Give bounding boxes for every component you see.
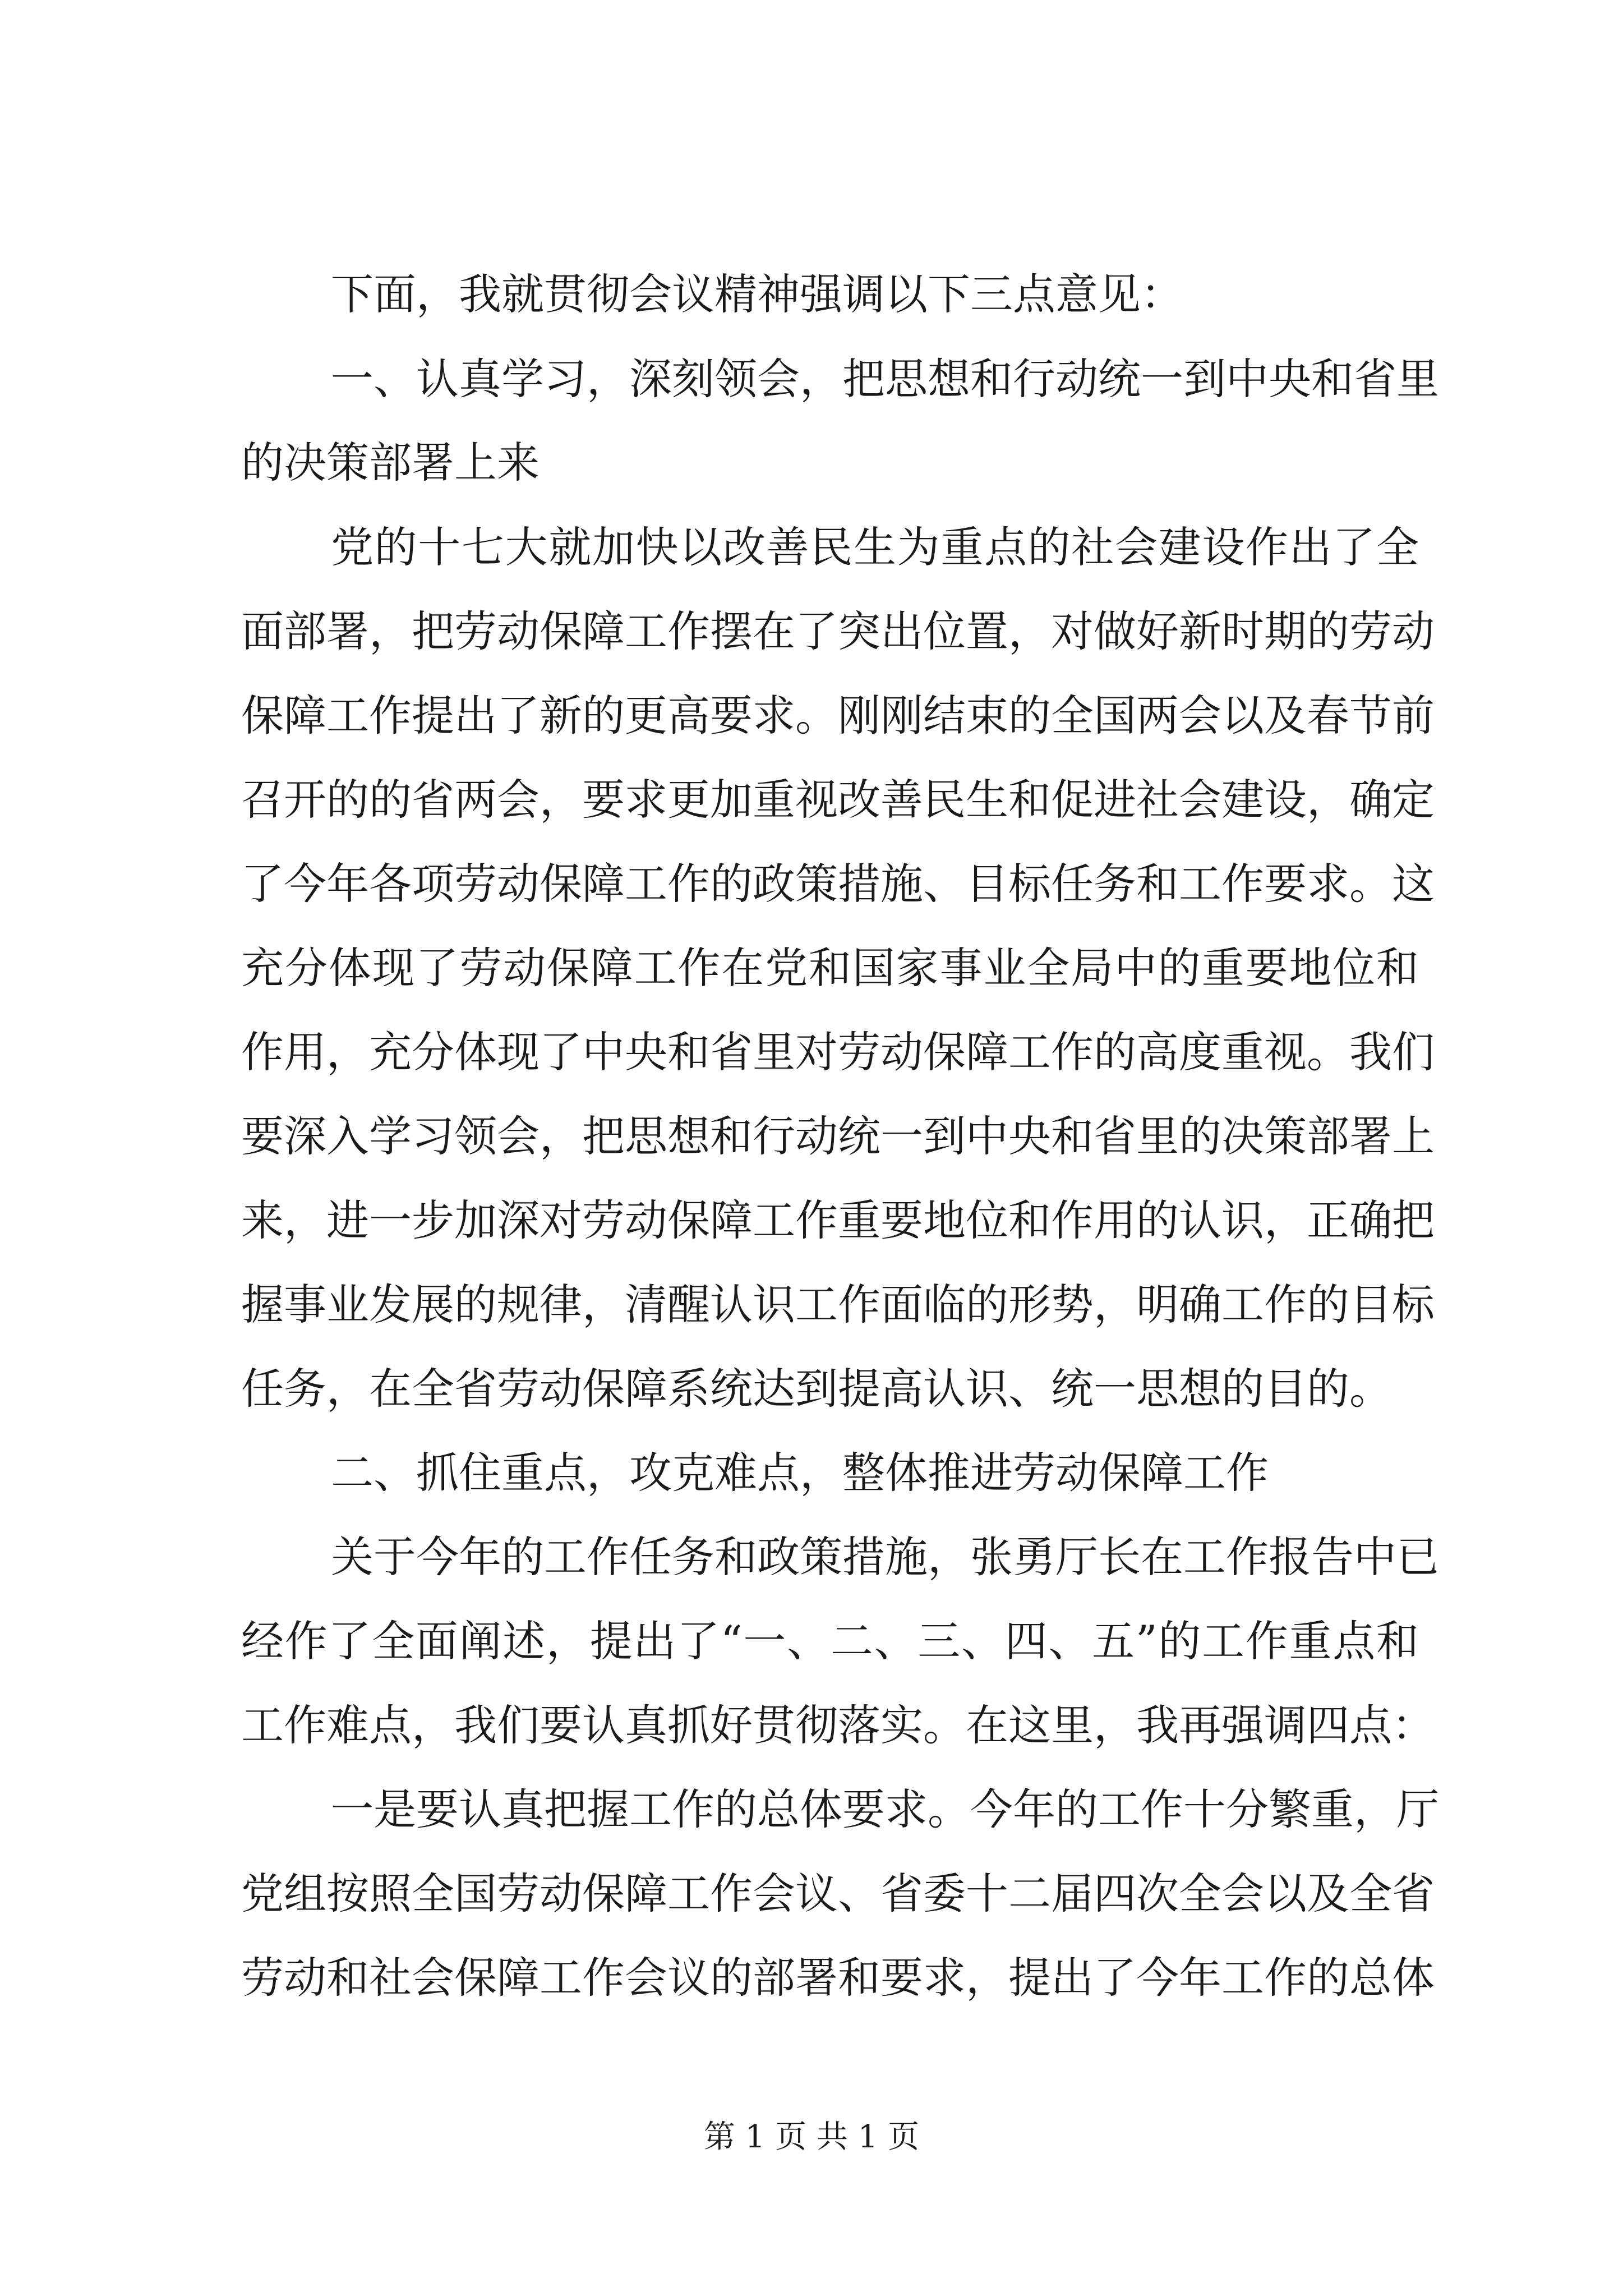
- paragraph-line: 任务，在全省劳动保障系统达到提高认识、统一思想的目的。: [241, 1364, 1392, 1414]
- paragraph-line: 充分体现了劳动保障工作在党和国家事业全局中的重要地位和: [241, 943, 1419, 993]
- paragraph-line: 要深入学习领会，把思想和行动统一到中央和省里的决策部署上: [241, 1111, 1435, 1161]
- heading-line: 一、认真学习，深刻领会，把思想和行动统一到中央和省里: [331, 354, 1439, 404]
- paragraph-line: 关于今年的工作任务和政策措施，张勇厅长在工作报告中已: [331, 1532, 1439, 1582]
- paragraph-line: 作用，充分体现了中央和省里对劳动保障工作的高度重视。我们: [241, 1027, 1435, 1077]
- paragraph-line: 了今年各项劳动保障工作的政策措施、目标任务和工作要求。这: [241, 859, 1435, 909]
- paragraph-line: 一是要认真把握工作的总体要求。今年的工作十分繁重，厅: [331, 1784, 1439, 1834]
- paragraph-line: 劳动和社会保障工作会议的部署和要求，提出了今年工作的总体: [241, 1953, 1435, 2003]
- paragraph-line: 面部署，把劳动保障工作摆在了突出位置，对做好新时期的劳动: [241, 606, 1435, 656]
- paragraph-line: 党的十七大就加快以改善民生为重点的社会建设作出了全: [331, 522, 1419, 572]
- paragraph-line: 握事业发展的规律，清醒认识工作面临的形势，明确工作的目标: [241, 1280, 1435, 1329]
- paragraph-line: 经作了全面阐述，提出了“一、二、三、四、五”的工作重点和: [241, 1616, 1419, 1666]
- heading-line: 二、抓住重点，攻克难点，整体推进劳动保障工作: [331, 1448, 1269, 1498]
- paragraph-line: 来，进一步加深对劳动保障工作重要地位和作用的认识，正确把: [241, 1195, 1435, 1245]
- paragraph-line: 党组按照全国劳动保障工作会议、省委十二届四次全会以及全省: [241, 1869, 1435, 1918]
- paragraph-line: 召开的的省两会，要求更加重视改善民生和促进社会建设，确定: [241, 775, 1435, 825]
- paragraph-line: 下面，我就贯彻会议精神强调以下三点意见：: [331, 269, 1183, 319]
- paragraph-line: 工作难点，我们要认真抓好贯彻落实。在这里，我再强调四点：: [241, 1700, 1435, 1750]
- paragraph-line: 保障工作提出了新的更高要求。刚刚结束的全国两会以及春节前: [241, 691, 1435, 740]
- page-number-footer: 第 1 页 共 1 页: [703, 2119, 920, 2155]
- heading-line: 的决策部署上来: [241, 438, 540, 487]
